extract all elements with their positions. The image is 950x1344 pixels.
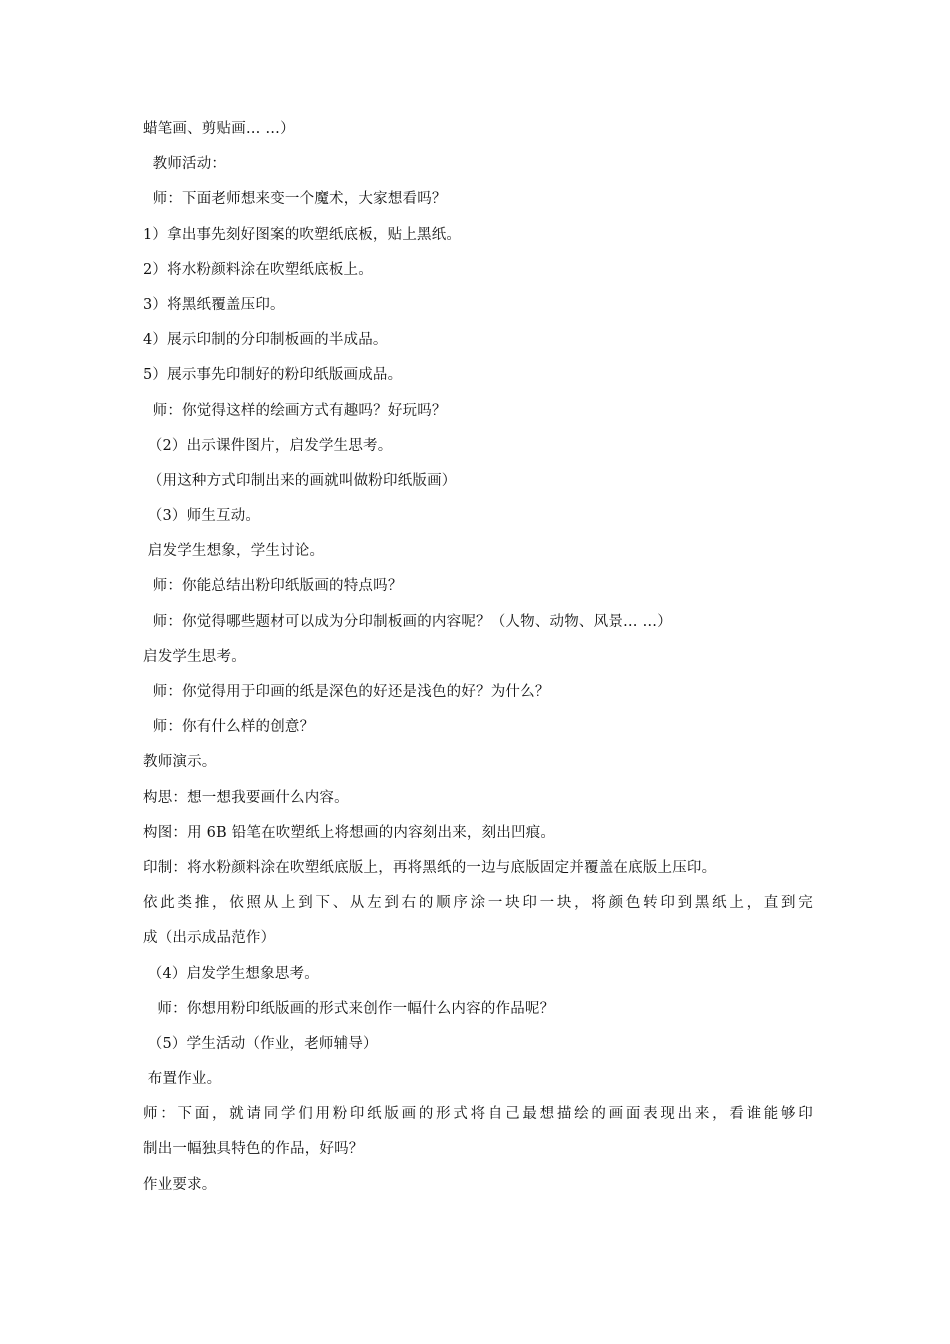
- text-line: 启发学生想象，学生讨论。: [143, 543, 325, 560]
- text-line: 作业要求。: [143, 1176, 217, 1193]
- text-line: （2）出示课件图片，启发学生思考。: [143, 437, 393, 454]
- text-line: 构思：想一想我要画什么内容。: [143, 789, 349, 806]
- text-line: 3）将黑纸覆盖压印。: [143, 296, 285, 313]
- text-line: 成（出示成品范作）: [143, 930, 276, 947]
- text-line: （5）学生活动（作业，老师辅导）: [143, 1035, 378, 1052]
- text-line: 构图：用 6B 铅笔在吹塑纸上将想画的内容刻出来，刻出凹痕。: [143, 824, 556, 841]
- text-line: 印制：将水粉颜料涂在吹塑纸底版上，再将黑纸的一边与底版固定并覆盖在底版上压印。: [143, 859, 717, 876]
- text-line: 师：你想用粉印纸版画的形式来创作一幅什么内容的作品呢？: [143, 1000, 555, 1017]
- text-line: （3）师生互动。: [143, 508, 261, 525]
- text-line: （4）启发学生想象思考。: [143, 965, 319, 982]
- text-line: 启发学生思考。: [143, 648, 246, 665]
- text-line: 2）将水粉颜料涂在吹塑纸底板上。: [143, 261, 373, 278]
- text-line: 5）展示事先印制好的粉印纸版画成品。: [143, 367, 403, 384]
- text-line-justified: 师：下面，就请同学们用粉印纸版画的形式将自己最想描绘的画面表现出来，看谁能够印: [143, 1106, 813, 1123]
- text-line: 师：你有什么样的创意？: [143, 719, 315, 736]
- text-line: 蜡笔画、剪贴画… …）: [143, 121, 295, 137]
- text-line: 制出一幅独具特色的作品，好吗？: [143, 1141, 364, 1158]
- text-line: 师：你觉得用于印画的纸是深色的好还是浅色的好？为什么？: [143, 684, 550, 700]
- text-line: （用这种方式印制出来的画就叫做粉印纸版画）: [143, 472, 457, 489]
- text-line-justified: 依此类推，依照从上到下、从左到右的顺序涂一块印一块，将颜色转印到黑纸上，直到完: [143, 895, 813, 912]
- text-line: 师：你觉得这样的绘画方式有趣吗？好玩吗？: [143, 402, 447, 419]
- text-line: 4）展示印制的分印制板画的半成品。: [143, 332, 388, 349]
- text-line: 布置作业。: [143, 1071, 222, 1088]
- text-line: 教师活动：: [143, 156, 227, 173]
- document-body: [143, 115, 813, 1206]
- text-line: 师：下面老师想来变一个魔术，大家想看吗？: [143, 191, 447, 208]
- text-line: 师：你觉得哪些题材可以成为分印制板画的内容呢？（人物、动物、风景… …）: [143, 613, 672, 630]
- text-line: 教师演示。: [143, 754, 217, 771]
- text-line: 师：你能总结出粉印纸版画的特点吗？: [143, 578, 403, 595]
- text-line: 1）拿出事先刻好图案的吹塑纸底板，贴上黑纸。: [143, 226, 462, 243]
